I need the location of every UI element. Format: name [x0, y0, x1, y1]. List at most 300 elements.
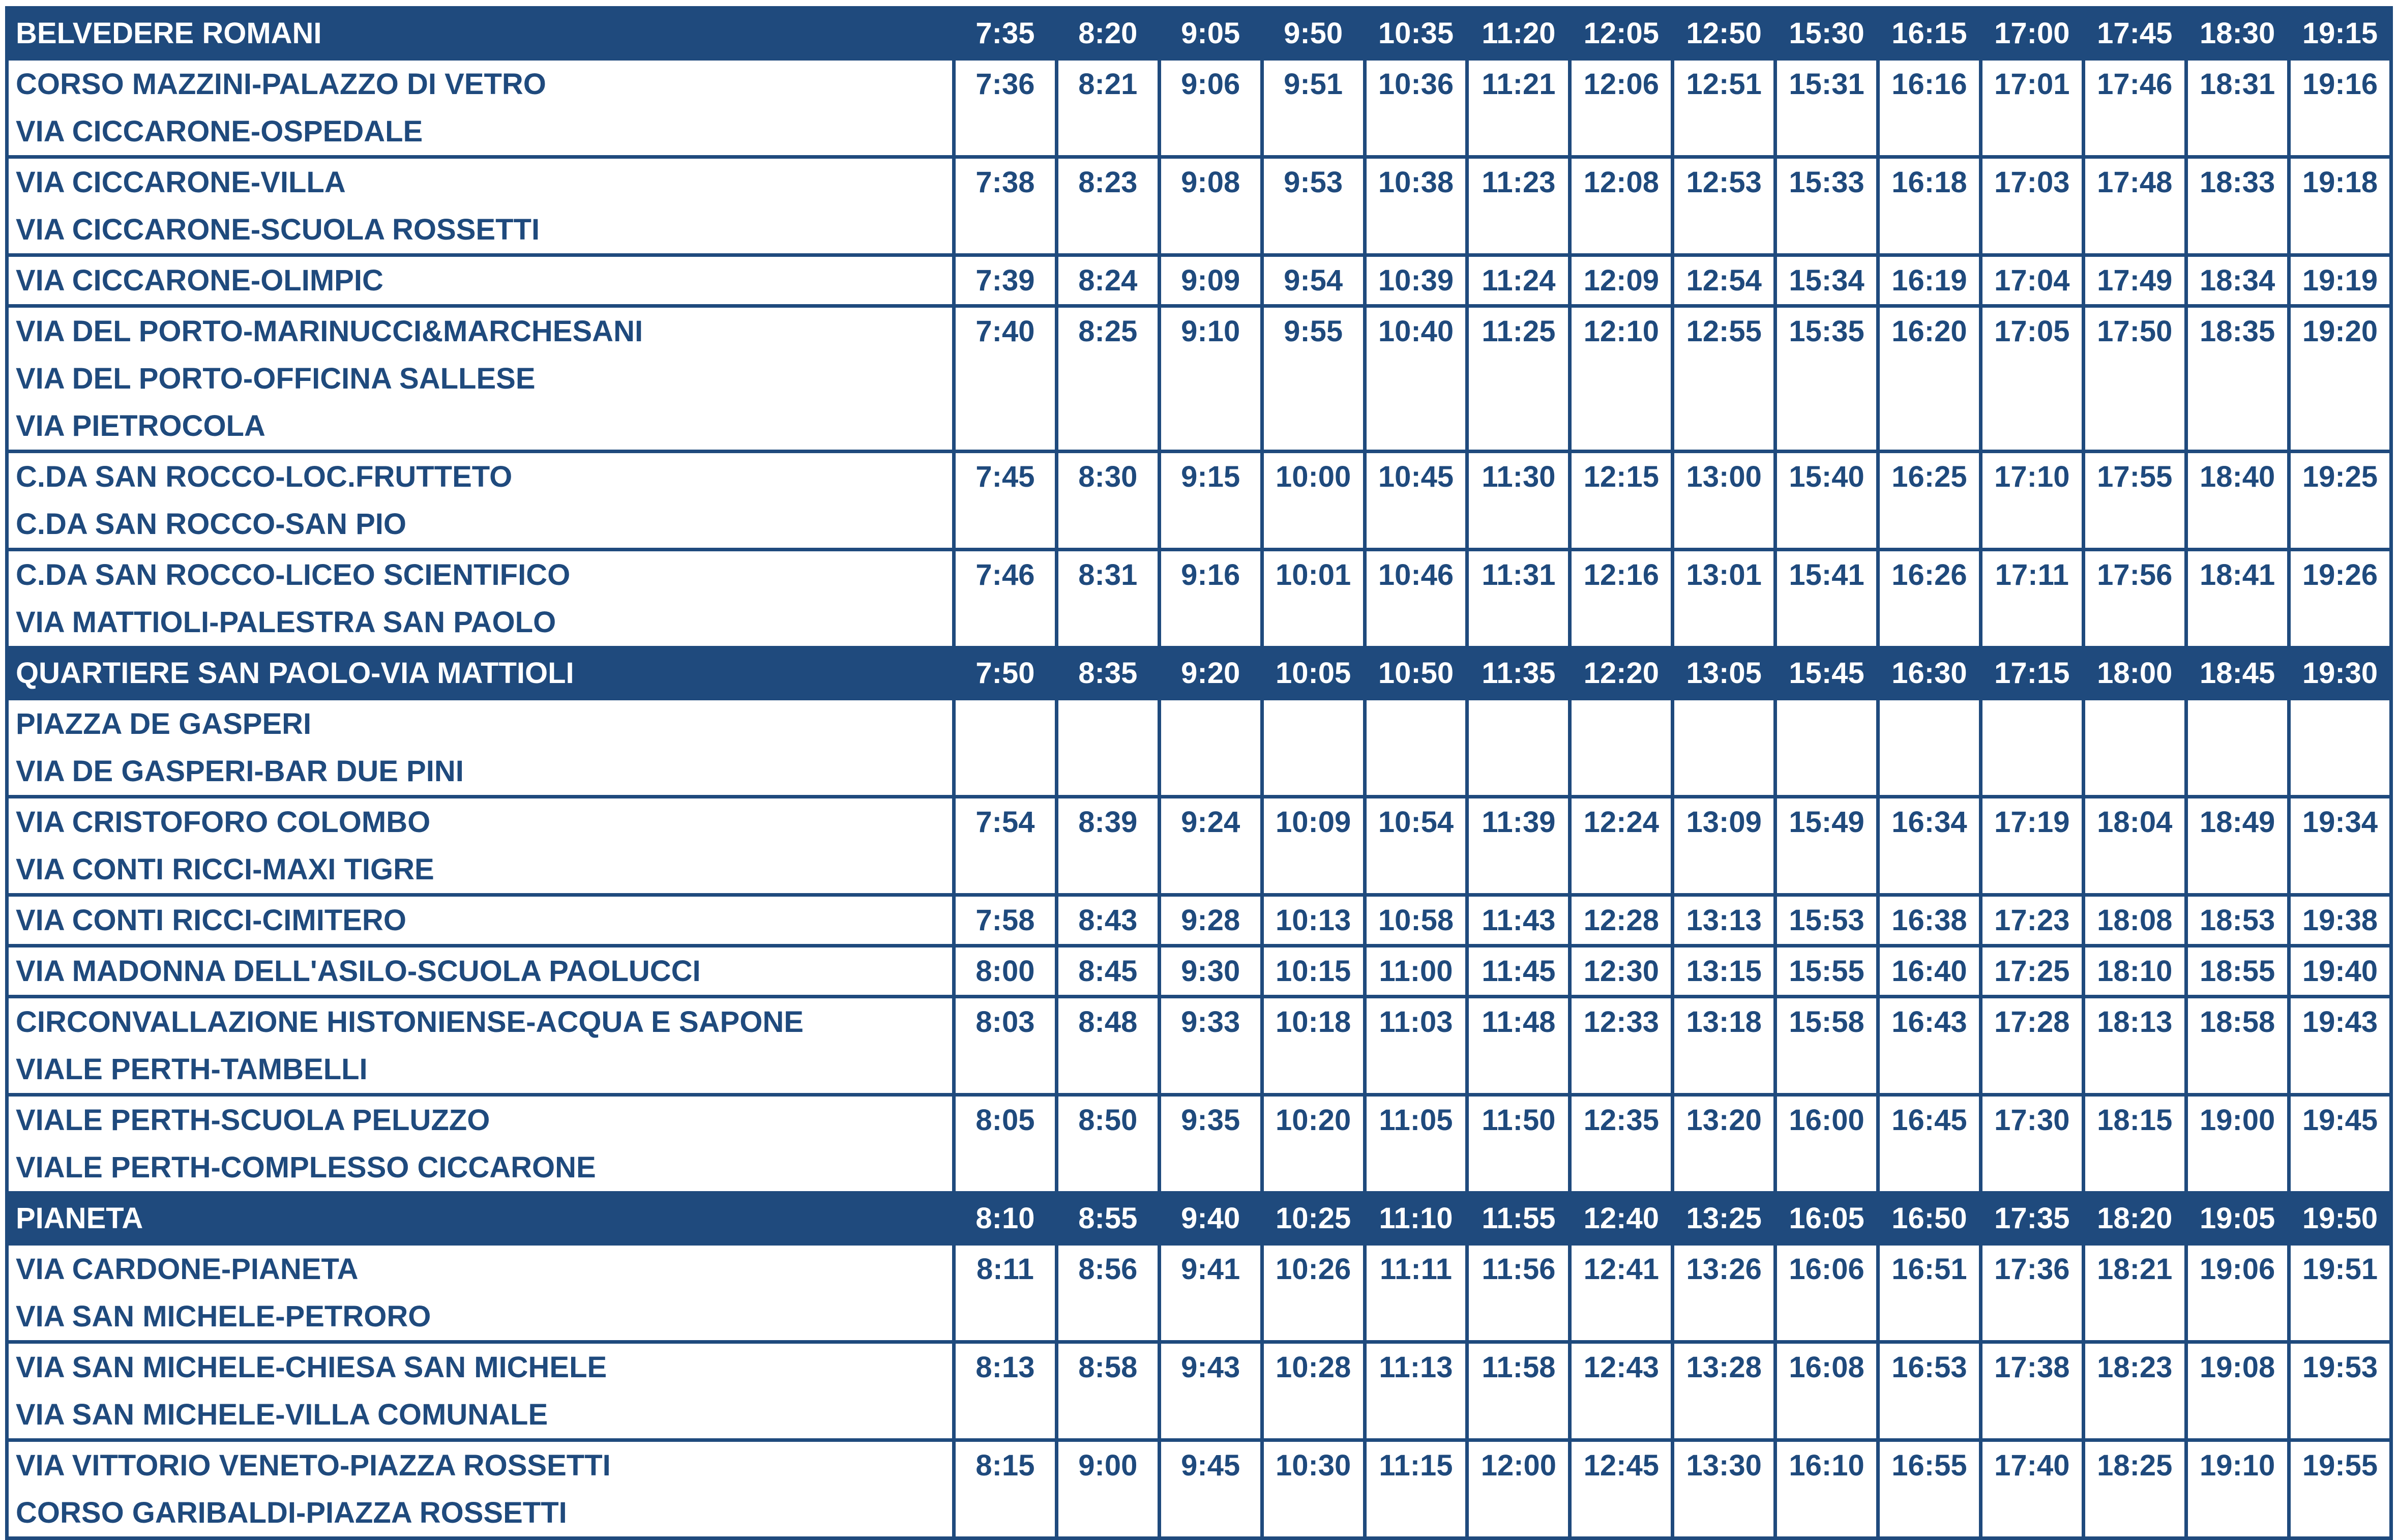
departure-time	[2085, 700, 2184, 748]
departure-time: 19:25	[2302, 460, 2378, 493]
departure-time: 11:11	[1380, 1253, 1452, 1286]
departure-time-cell	[1262, 699, 1365, 797]
departure-time-cell	[1775, 797, 1878, 895]
departure-time: 15:34	[1789, 264, 1864, 297]
departure-time-cell	[2083, 157, 2186, 255]
departure-time	[2188, 700, 2287, 748]
departure-time: 17:50	[2097, 315, 2173, 348]
departure-time: 17:30	[1994, 1104, 2070, 1137]
departure-time-cell	[1980, 59, 2083, 157]
departure-time: 18:15	[2097, 1104, 2173, 1137]
stop-row	[7, 997, 2391, 1095]
departure-time: 19:00	[2199, 1104, 2275, 1137]
departure-time-cell	[1365, 452, 1467, 550]
departure-time-cell	[1775, 699, 1878, 797]
departure-time: 16:38	[1891, 904, 1967, 937]
departure-time: 10:39	[1378, 264, 1454, 297]
departure-time: 9:30	[1181, 955, 1240, 988]
departure-time-cell	[1365, 8, 1467, 59]
departure-time: 16:05	[1789, 1202, 1864, 1235]
stop-names-cell	[7, 255, 954, 306]
departure-time-cell	[1159, 452, 1262, 550]
departure-time: 18:58	[2199, 1005, 2275, 1039]
bus-timetable	[5, 6, 2393, 1540]
departure-time-cell	[1056, 997, 1159, 1095]
departure-time: 15:58	[1789, 1005, 1864, 1039]
departure-time: 8:25	[1078, 315, 1138, 348]
departure-time: 17:04	[1994, 264, 2070, 297]
departure-time-cell	[2289, 8, 2391, 59]
departure-time-cell	[1980, 1095, 2083, 1193]
stop-names-cell	[7, 895, 954, 946]
departure-time-cell	[1056, 306, 1159, 452]
departure-time: 18:33	[2199, 166, 2275, 199]
departure-time-cell	[1980, 452, 2083, 550]
stop-name: VIA CICCARONE-SCUOLA ROSSETTI	[16, 213, 540, 246]
departure-time: 16:30	[1891, 657, 1967, 690]
departure-time: 11:25	[1482, 315, 1556, 348]
departure-time-cell	[1980, 8, 2083, 59]
departure-time: 18:45	[2199, 657, 2275, 690]
stop-name: VIA CRISTOFORO COLOMBO	[16, 806, 431, 839]
departure-time: 18:55	[2199, 955, 2275, 988]
departure-time: 8:30	[1078, 460, 1138, 493]
departure-time: 10:28	[1275, 1351, 1351, 1384]
departure-time: 8:56	[1078, 1253, 1138, 1286]
departure-time: 17:49	[2097, 264, 2173, 297]
departure-time-cell	[1570, 8, 1673, 59]
stop-row	[7, 59, 2391, 157]
departure-time: 11:48	[1482, 1005, 1556, 1039]
departure-time-cell	[1775, 452, 1878, 550]
departure-time-cell	[2289, 1095, 2391, 1193]
stop-name: QUARTIERE SAN PAOLO-VIA MATTIOLI	[16, 657, 574, 690]
departure-time-cell	[1159, 8, 1262, 59]
departure-time-cell	[1878, 1342, 1981, 1440]
departure-time: 7:40	[975, 315, 1035, 348]
departure-time: 9:08	[1181, 166, 1240, 199]
stop-name: VIA CARDONE-PIANETA	[16, 1253, 359, 1286]
departure-time: 18:31	[2199, 68, 2275, 101]
departure-time-cell	[1365, 895, 1467, 946]
departure-time	[1572, 700, 1671, 748]
departure-time-cell	[1056, 452, 1159, 550]
departure-time: 15:55	[1789, 955, 1864, 988]
departure-time: 11:21	[1482, 68, 1556, 101]
departure-time: 10:40	[1378, 315, 1454, 348]
departure-time: 9:54	[1284, 264, 1343, 297]
departure-time-cell	[2186, 255, 2289, 306]
departure-time-cell	[1673, 59, 1775, 157]
departure-time: 13:13	[1686, 904, 1762, 937]
departure-time: 7:39	[975, 264, 1035, 297]
departure-time: 8:10	[975, 1202, 1035, 1235]
departure-time	[956, 700, 1055, 748]
departure-time: 15:41	[1789, 558, 1864, 591]
departure-time: 12:33	[1583, 1005, 1659, 1039]
departure-time: 17:48	[2097, 166, 2173, 199]
departure-time-cell	[1467, 648, 1570, 699]
departure-time-cell	[1980, 797, 2083, 895]
departure-time-cell	[954, 255, 1057, 306]
departure-time: 7:58	[975, 904, 1035, 937]
departure-time-cell	[954, 946, 1057, 997]
departure-time-cell	[2083, 59, 2186, 157]
departure-time: 19:06	[2199, 1253, 2275, 1286]
stop-names-cell	[7, 8, 954, 59]
departure-time: 19:16	[2302, 68, 2378, 101]
departure-time: 10:05	[1275, 657, 1351, 690]
departure-time-cell	[2083, 1244, 2186, 1342]
departure-time-cell	[954, 157, 1057, 255]
stop-name: VIA CICCARONE-OLIMPIC	[16, 264, 383, 297]
departure-time: 9:16	[1181, 558, 1240, 591]
stop-name: PIAZZA DE GASPERI	[16, 707, 312, 741]
departure-time: 12:45	[1583, 1449, 1659, 1482]
departure-time-cell	[2186, 157, 2289, 255]
departure-time-cell	[1673, 648, 1775, 699]
departure-time: 15:35	[1789, 315, 1864, 348]
departure-time: 12:40	[1583, 1202, 1659, 1235]
departure-time-cell	[1570, 1342, 1673, 1440]
stop-names-cell	[7, 699, 954, 797]
departure-time-cell	[1159, 946, 1262, 997]
departure-time: 18:21	[2097, 1253, 2173, 1286]
departure-time: 17:56	[2097, 558, 2173, 591]
departure-time: 9:50	[1284, 17, 1343, 50]
departure-time-cell	[1056, 946, 1159, 997]
departure-time-cell	[1467, 997, 1570, 1095]
departure-time: 8:48	[1078, 1005, 1138, 1039]
departure-time-cell	[1467, 8, 1570, 59]
departure-time: 12:06	[1583, 68, 1659, 101]
stop-name: VIA CICCARONE-OSPEDALE	[16, 115, 423, 148]
departure-time-cell	[2186, 550, 2289, 648]
departure-time: 8:11	[976, 1253, 1034, 1286]
departure-time	[1469, 700, 1568, 748]
departure-time-cell	[2289, 59, 2391, 157]
departure-time: 17:00	[1994, 17, 2070, 50]
departure-time: 18:49	[2199, 806, 2275, 839]
departure-time: 7:38	[975, 166, 1035, 199]
departure-time-cell	[1365, 306, 1467, 452]
departure-time: 10:20	[1275, 1104, 1351, 1137]
departure-time-cell	[2186, 648, 2289, 699]
departure-time-cell	[1056, 1342, 1159, 1440]
departure-time: 11:20	[1482, 17, 1556, 50]
departure-time-cell	[954, 648, 1057, 699]
departure-time: 15:30	[1789, 17, 1864, 50]
departure-time-cell	[1467, 255, 1570, 306]
departure-time: 12:08	[1583, 166, 1659, 199]
departure-time-cell	[1262, 946, 1365, 997]
departure-time-cell	[1056, 255, 1159, 306]
departure-time: 9:28	[1181, 904, 1240, 937]
departure-time: 19:20	[2302, 315, 2378, 348]
departure-time: 18:00	[2097, 657, 2173, 690]
departure-time	[1264, 700, 1363, 748]
stop-name: VIA DEL PORTO-OFFICINA SALLESE	[16, 362, 536, 395]
departure-time-cell	[1467, 946, 1570, 997]
departure-time-cell	[1262, 1095, 1365, 1193]
departure-time: 10:18	[1275, 1005, 1351, 1039]
departure-time: 9:24	[1181, 806, 1240, 839]
departure-time-cell	[1365, 946, 1467, 997]
departure-time: 8:15	[975, 1449, 1035, 1482]
departure-time-cell	[2289, 699, 2391, 797]
departure-time: 17:23	[1994, 904, 2070, 937]
departure-time-cell	[1570, 946, 1673, 997]
departure-time: 16:15	[1891, 17, 1967, 50]
departure-time: 16:51	[1891, 1253, 1967, 1286]
departure-time: 12:16	[1583, 558, 1659, 591]
departure-time-cell	[954, 452, 1057, 550]
departure-time-cell	[1159, 157, 1262, 255]
departure-time-cell	[1775, 1440, 1878, 1538]
departure-time-cell	[1878, 699, 1981, 797]
departure-time-cell	[2186, 8, 2289, 59]
departure-time-cell	[1159, 997, 1262, 1095]
departure-time-cell	[1673, 895, 1775, 946]
departure-time-cell	[1467, 699, 1570, 797]
stop-names-cell	[7, 1342, 954, 1440]
departure-time: 17:05	[1994, 315, 2070, 348]
departure-time-cell	[1262, 157, 1365, 255]
departure-time: 13:18	[1686, 1005, 1762, 1039]
departure-time: 13:25	[1686, 1202, 1762, 1235]
departure-time-cell	[954, 1244, 1057, 1342]
departure-time: 16:25	[1891, 460, 1967, 493]
departure-time-cell	[1262, 59, 1365, 157]
departure-time: 10:46	[1378, 558, 1454, 591]
departure-time: 11:56	[1482, 1253, 1556, 1286]
departure-time-cell	[2186, 1342, 2289, 1440]
departure-time: 19:08	[2199, 1351, 2275, 1384]
departure-time-cell	[1159, 699, 1262, 797]
stop-name: CORSO GARIBALDI-PIAZZA ROSSETTI	[16, 1496, 567, 1529]
departure-time-cell	[954, 306, 1057, 452]
departure-time: 16:26	[1891, 558, 1967, 591]
departure-time: 16:16	[1891, 68, 1967, 101]
departure-time-cell	[1878, 1095, 1981, 1193]
departure-time-cell	[1673, 550, 1775, 648]
departure-time: 19:53	[2302, 1351, 2378, 1384]
departure-time: 15:49	[1789, 806, 1864, 839]
stop-names-cell	[7, 1440, 954, 1538]
stop-name: CIRCONVALLAZIONE HISTONIENSE-ACQUA E SAPONE	[16, 1005, 804, 1039]
departure-time: 15:53	[1789, 904, 1864, 937]
departure-time-cell	[1775, 648, 1878, 699]
departure-time-cell	[1775, 157, 1878, 255]
departure-time	[1674, 700, 1773, 748]
departure-time: 8:24	[1078, 264, 1138, 297]
departure-time-cell	[1570, 452, 1673, 550]
departure-time	[1777, 700, 1876, 748]
departure-time: 18:41	[2199, 558, 2275, 591]
departure-time: 10:01	[1275, 558, 1351, 591]
departure-time	[2291, 700, 2390, 748]
departure-time-cell	[2289, 946, 2391, 997]
departure-time-cell	[1159, 255, 1262, 306]
departure-time-cell	[2083, 452, 2186, 550]
departure-time: 11:24	[1482, 264, 1556, 297]
departure-time-cell	[1056, 1193, 1159, 1244]
departure-time: 16:08	[1789, 1351, 1864, 1384]
departure-time: 11:39	[1482, 806, 1556, 839]
departure-time: 15:45	[1789, 657, 1864, 690]
departure-time: 11:10	[1379, 1202, 1453, 1235]
departure-time-cell	[1056, 1244, 1159, 1342]
departure-time-cell	[1159, 306, 1262, 452]
departure-time: 19:34	[2302, 806, 2378, 839]
departure-time-cell	[1262, 648, 1365, 699]
departure-time: 11:50	[1482, 1104, 1556, 1137]
departure-time: 10:26	[1275, 1253, 1351, 1286]
departure-time: 16:40	[1891, 955, 1967, 988]
departure-time: 10:45	[1378, 460, 1454, 493]
departure-time-cell	[1775, 59, 1878, 157]
departure-time: 9:15	[1181, 460, 1240, 493]
departure-time-cell	[1365, 550, 1467, 648]
departure-time: 16:53	[1891, 1351, 1967, 1384]
departure-time: 9:06	[1181, 68, 1240, 101]
departure-time-cell	[2083, 306, 2186, 452]
stop-names-cell	[7, 306, 954, 452]
departure-time-cell	[1467, 157, 1570, 255]
departure-time: 10:13	[1275, 904, 1351, 937]
departure-time: 11:03	[1379, 1005, 1453, 1039]
departure-time-cell	[1262, 550, 1365, 648]
departure-time-cell	[1262, 997, 1365, 1095]
departure-time-cell	[1365, 157, 1467, 255]
hub-stop-row	[7, 1193, 2391, 1244]
departure-time: 12:41	[1583, 1253, 1659, 1286]
departure-time-cell	[1570, 895, 1673, 946]
departure-time-cell	[1262, 8, 1365, 59]
departure-time-cell	[2289, 997, 2391, 1095]
departure-time-cell	[1365, 1440, 1467, 1538]
stop-names-cell	[7, 1095, 954, 1193]
departure-time: 8:21	[1078, 68, 1138, 101]
departure-time	[1367, 700, 1466, 748]
stop-name: VIA CONTI RICCI-CIMITERO	[16, 904, 406, 937]
departure-time-cell	[2083, 8, 2186, 59]
departure-time-cell	[2083, 1342, 2186, 1440]
departure-time: 17:46	[2097, 68, 2173, 101]
departure-time-cell	[954, 1440, 1057, 1538]
stop-row	[7, 797, 2391, 895]
departure-time-cell	[1056, 8, 1159, 59]
departure-time: 7:54	[975, 806, 1035, 839]
departure-time: 10:58	[1378, 904, 1454, 937]
departure-time-cell	[1365, 1244, 1467, 1342]
departure-time: 9:35	[1181, 1104, 1240, 1137]
stop-row	[7, 1342, 2391, 1440]
departure-time: 9:33	[1181, 1005, 1240, 1039]
departure-time: 17:25	[1994, 955, 2070, 988]
departure-time-cell	[954, 1193, 1057, 1244]
stop-name: VIA CICCARONE-VILLA	[16, 166, 346, 199]
departure-time: 17:45	[2097, 17, 2173, 50]
departure-time-cell	[2289, 157, 2391, 255]
stop-names-cell	[7, 797, 954, 895]
departure-time: 11:13	[1379, 1351, 1453, 1384]
departure-time: 13:26	[1686, 1253, 1762, 1286]
stop-name: VIALE PERTH-COMPLESSO CICCARONE	[16, 1151, 596, 1184]
departure-time-cell	[2289, 452, 2391, 550]
departure-time-cell	[1056, 648, 1159, 699]
departure-time: 17:55	[2097, 460, 2173, 493]
departure-time-cell	[1467, 452, 1570, 550]
departure-time-cell	[2186, 997, 2289, 1095]
departure-time-cell	[1878, 306, 1981, 452]
departure-time: 11:55	[1482, 1202, 1556, 1235]
departure-time: 7:50	[975, 657, 1035, 690]
departure-time-cell	[1365, 797, 1467, 895]
departure-time: 19:38	[2302, 904, 2378, 937]
departure-time-cell	[954, 895, 1057, 946]
departure-time: 12:43	[1583, 1351, 1659, 1384]
stop-row	[7, 452, 2391, 550]
departure-time: 12:20	[1583, 657, 1659, 690]
departure-time-cell	[2186, 306, 2289, 452]
departure-time: 8:35	[1078, 657, 1138, 690]
departure-time-cell	[1570, 1440, 1673, 1538]
departure-time: 12:55	[1686, 315, 1762, 348]
departure-time: 19:40	[2302, 955, 2378, 988]
departure-time-cell	[1365, 1095, 1467, 1193]
departure-time: 7:36	[975, 68, 1035, 101]
departure-time: 19:51	[2302, 1253, 2378, 1286]
departure-time-cell	[1673, 157, 1775, 255]
departure-time: 17:28	[1994, 1005, 2070, 1039]
departure-time-cell	[1673, 1342, 1775, 1440]
departure-time-cell	[2083, 1095, 2186, 1193]
departure-time-cell	[2289, 1244, 2391, 1342]
departure-time-cell	[1775, 895, 1878, 946]
departure-time: 19:43	[2302, 1005, 2378, 1039]
departure-time: 19:50	[2302, 1202, 2378, 1235]
departure-time-cell	[1878, 8, 1981, 59]
departure-time: 9:43	[1181, 1351, 1240, 1384]
departure-time: 17:15	[1994, 657, 2070, 690]
departure-time: 19:26	[2302, 558, 2378, 591]
departure-time-cell	[1262, 1342, 1365, 1440]
departure-time-cell	[1775, 550, 1878, 648]
departure-time-cell	[2083, 1193, 2186, 1244]
departure-time-cell	[1775, 1095, 1878, 1193]
hub-stop-row	[7, 8, 2391, 59]
departure-time-cell	[2186, 1095, 2289, 1193]
departure-time-cell	[1775, 1342, 1878, 1440]
departure-time-cell	[1365, 1193, 1467, 1244]
stop-name: C.DA SAN ROCCO-SAN PIO	[16, 508, 406, 541]
departure-time: 8:45	[1078, 955, 1138, 988]
departure-time-cell	[1159, 648, 1262, 699]
departure-time-cell	[1980, 699, 2083, 797]
stop-row	[7, 946, 2391, 997]
departure-time: 17:38	[1994, 1351, 2070, 1384]
departure-time-cell	[1980, 1342, 2083, 1440]
departure-time-cell	[1262, 1193, 1365, 1244]
departure-time: 16:55	[1891, 1449, 1967, 1482]
stop-row	[7, 255, 2391, 306]
departure-time-cell	[1980, 255, 2083, 306]
departure-time-cell	[2289, 895, 2391, 946]
departure-time: 9:55	[1284, 315, 1343, 348]
departure-time-cell	[2289, 306, 2391, 452]
stop-name: VIA DE GASPERI-BAR DUE PINI	[16, 755, 464, 788]
